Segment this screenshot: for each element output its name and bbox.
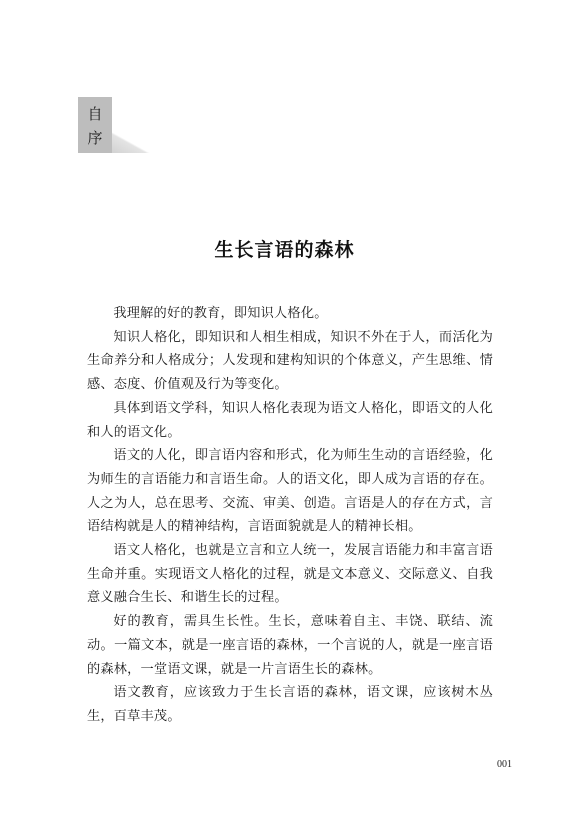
page-number-text: 001 bbox=[497, 759, 512, 770]
paragraph-5: 语文人格化，也就是立言和立人统一，发展言语能力和丰富言语生命并重。实现语文人格化的过程，就是文本意义、交际意义、自我意义融合生长、和谐生长的过程。 bbox=[87, 543, 493, 606]
paragraph-1: 我理解的好的教育，即知识人格化。 bbox=[113, 306, 328, 321]
page-number bbox=[497, 757, 529, 777]
section-char-1: 自 bbox=[87, 105, 103, 123]
paragraph-4: 语文的人化，即言语内容和形式，化为师生生动的言语经验，化为师生的言语能力和言语生命。人的语文化，即人成为言语的存在。人之为人，总在思考、交流、审美、创造。言语是人的存在方式，言语结构就是人的精神结构，言语面貌就是人的精神长相。 bbox=[87, 448, 493, 535]
paragraph-6: 好的教育，需具生长性。生长，意味着自主、丰饶、联结、流动。一篇文本，就是一座言语的森林，一个言说的人，就是一座言语的森林，一堂语文课，就是一片言语生长的森林。 bbox=[87, 614, 493, 677]
body-text bbox=[87, 302, 493, 729]
paragraph-7: 语文教育，应该致力于生长言语的森林，语文课，应该树木丛生，百草丰茂。 bbox=[87, 685, 493, 724]
page-title: 生长言语的森林 bbox=[214, 239, 355, 261]
paragraph-3: 具体到语文学科，知识人格化表现为语文人格化，即语文的人化和人的语文化。 bbox=[87, 400, 493, 440]
section-tab bbox=[78, 97, 112, 153]
section-tab-decoration bbox=[112, 132, 150, 153]
section-char-2: 序 bbox=[87, 129, 103, 147]
paragraph-2: 知识人格化，即知识和人相生相成，知识不外在于人，而活化为生命养分和人格成分；人发现和建构知识的个体意义，产生思维、情感、态度、价值观及行为等变化。 bbox=[87, 329, 493, 393]
